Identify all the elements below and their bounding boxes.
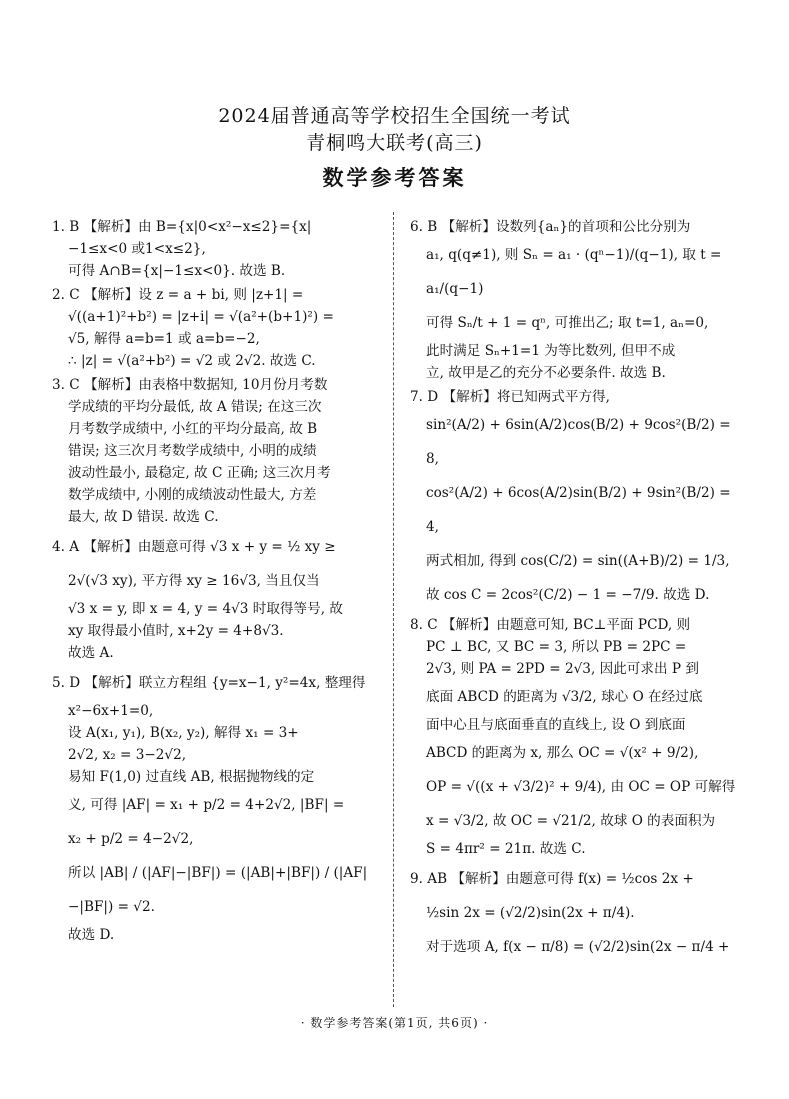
answer-line: ½sin 2x = (√2/2)sin(2x + π/4). (426, 905, 635, 921)
answer-line: 故选 A. (68, 645, 114, 661)
answer-line: 底面 ABCD 的距离为 √3/2, 球心 O 在经过底 (426, 689, 703, 705)
answer-line: 月考数学成绩中, 小红的平均分最高, 故 B (68, 421, 318, 437)
answer-line: 面中心且与底面垂直的直线上, 设 O 到底面 (426, 717, 686, 733)
column-divider (393, 212, 394, 1007)
answer-line: 6. B 【解析】设数列{aₙ}的首项和公比分别为 (410, 219, 691, 235)
answer-line: √((a+1)²+b²) = |z+i| = √(a²+(b+1)²) = (68, 309, 334, 325)
answer-line: 2√2, x₂ = 3−2√2, (68, 747, 187, 763)
answer-line: 义, 可得 |AF| = x₁ + p/2 = 4+2√2, |BF| = (68, 797, 345, 813)
answer-line: 立, 故甲是乙的充分不必要条件. 故选 B. (426, 365, 666, 381)
answer-item (52, 374, 380, 528)
answer-line: 对于选项 A, f(x − π/8) = (√2/2)sin(2x − π/4 + (426, 939, 730, 955)
answer-line: cos²(A/2) + 6cos(A/2)sin(B/2) + 9sin²(B/2) = 4, (426, 485, 735, 535)
answer-line: 可得 Sₙ/t + 1 = qⁿ, 可推出乙; 取 t=1, aₙ=0, (426, 315, 709, 331)
answer-item (410, 862, 740, 964)
answer-line: 4. A 【解析】由题意可得 √3 x + y = ½ xy ≥ (52, 539, 336, 555)
answer-line: 3. C 【解析】由表格中数据知, 10月份月考数 (52, 377, 328, 393)
answer-line: 8. C 【解析】由题意可知, BC⊥平面 PCD, 则 (410, 617, 691, 633)
answer-line: x₂ + p/2 = 4−2√2, (68, 831, 194, 847)
answer-item (52, 530, 380, 664)
answer-line: 9. AB 【解析】由题意可得 f(x) = ½cos 2x + (410, 871, 694, 887)
answer-line: 2√3, 则 PA = 2PD = 2√3, 因此可求出 P 到 (426, 661, 699, 677)
answer-line: sin²(A/2) + 6sin(A/2)cos(B/2) + 9cos²(B/2) = 8, (426, 417, 735, 467)
answer-line: 可得 A∩B={x|−1≤x<0}. 故选 B. (68, 263, 286, 279)
answer-key-heading: 数学参考答案 (322, 166, 467, 190)
answer-line: 易知 F(1,0) 过直线 AB, 根据抛物线的定 (68, 769, 315, 785)
answer-line: √3 x = y, 即 x = 4, y = 4√3 时取得等号, 故 (68, 601, 343, 617)
answer-line: 故 cos C = 2cos²(C/2) − 1 = −7/9. 故选 D. (426, 587, 710, 603)
answer-line: 1. B 【解析】由 B={x|0<x²−x≤2}={x| (52, 219, 312, 235)
right-column (410, 216, 740, 966)
answer-line: OP = √((x + √3/2)² + 9/4), 由 OC = OP 可解得 (426, 779, 736, 795)
answer-line: 两式相加, 得到 cos(C/2) = sin((A+B)/2) = 1/3, (426, 553, 730, 569)
answer-line: 故选 D. (68, 927, 115, 943)
answer-item (410, 216, 740, 384)
answer-line: x = √3/2, 故 OC = √21/2, 故球 O 的表面积为 (426, 813, 716, 829)
answer-line: √5, 解得 a=b=1 或 a=b=−2, (68, 331, 260, 347)
answer-line: 设 A(x₁, y₁), B(x₂, y₂), 解得 x₁ = 3+ (68, 725, 299, 741)
left-column (52, 216, 380, 948)
answer-line: 2. C 【解析】设 z = a + bi, 则 |z+1| = (52, 287, 304, 303)
answer-line: 错误; 这三次月考数学成绩中, 小明的成绩 (68, 443, 317, 459)
answer-item (52, 666, 380, 946)
answer-line: 学成绩的平均分最低, 故 A 错误; 在这三次 (68, 399, 322, 415)
answer-line: 最大, 故 D 错误. 故选 C. (68, 509, 219, 525)
answer-line: ABCD 的距离为 x, 那么 OC = √(x² + 9/2), (426, 745, 699, 761)
answer-item (52, 284, 380, 372)
answer-line: ∴ |z| = √(a²+b²) = √2 或 2√2. 故选 C. (68, 353, 316, 369)
answer-line: 此时满足 Sₙ+1=1 为等比数列, 但甲不成 (426, 343, 676, 359)
answer-line: 数学成绩中, 小刚的成绩波动性最大, 方差 (68, 487, 317, 503)
answer-item (410, 614, 740, 860)
answer-line: PC ⊥ BC, 又 BC = 3, 所以 PB = 2PC = (426, 639, 687, 655)
answer-line: 5. D 【解析】联立方程组 {y=x−1, y²=4x, 整理得 (52, 675, 366, 691)
answer-line: −1≤x<0 或1<x≤2}, (68, 241, 206, 257)
answer-line: x²−6x+1=0, (68, 703, 154, 719)
exam-subtitle: 青桐鸣大联考(高三) (306, 132, 483, 154)
answer-item (410, 386, 740, 612)
answer-item (52, 216, 380, 282)
answer-line: xy 取得最小值时, x+2y = 4+8√3. (68, 623, 284, 639)
page-footer: · 数学参考答案(第1页, 共6页) · (300, 1016, 489, 1030)
exam-title: 2024届普通高等学校招生全国统一考试 (218, 105, 571, 127)
answer-line: S = 4πr² = 21π. 故选 C. (426, 841, 586, 857)
answer-line: a₁, q(q≠1), 则 Sₙ = a₁ · (qⁿ−1)/(q−1), 取 t = a₁/(q−1) (426, 247, 726, 297)
answer-line: 波动性最小, 最稳定, 故 C 正确; 这三次月考 (68, 465, 331, 481)
answer-line: 所以 |AB| / (|AF|−|BF|) = (|AB|+|BF|) / (|AF|−|BF|) = √2. (68, 865, 368, 915)
answer-line: 2√(√3 xy), 平方得 xy ≥ 16√3, 当且仅当 (68, 573, 320, 589)
answer-line: 7. D 【解析】将已知两式平方得, (410, 389, 610, 405)
